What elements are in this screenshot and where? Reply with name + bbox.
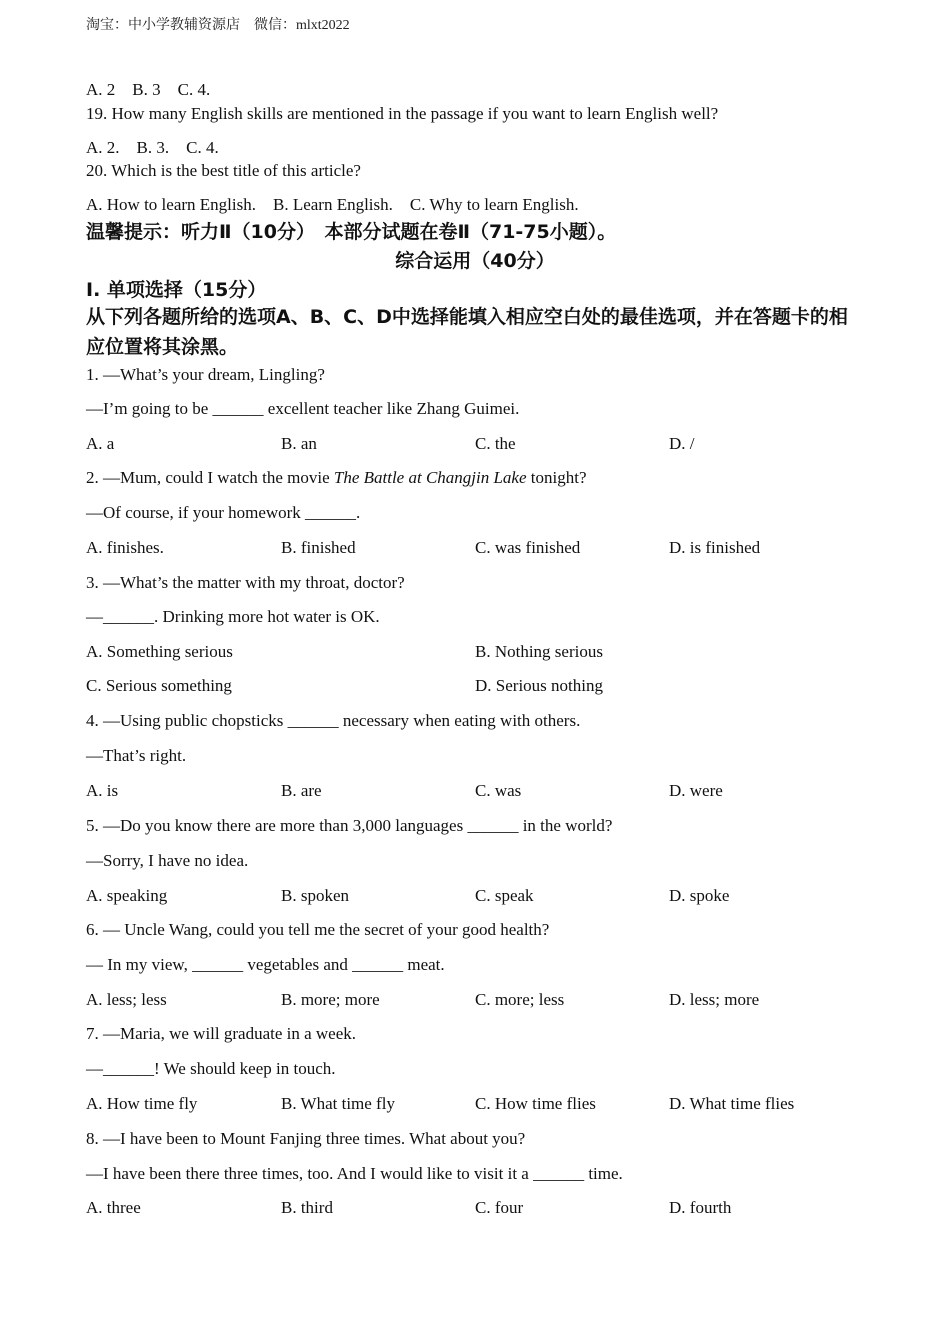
q5-option-c: C. speak (475, 886, 534, 905)
q3-option-c: C. Serious something (86, 676, 232, 695)
q8-option-a: A. three (86, 1198, 141, 1217)
answer-line-1: —I’m going to be ______ excellent teacher like Zhang Guimei. (86, 399, 520, 418)
q1-option-a: A. a (86, 434, 115, 453)
q19-text: 19. How many English skills are mentioned in the passage if you want to learn English well? (86, 104, 719, 123)
q8-option-b: B. third (281, 1198, 333, 1217)
section-title: 综合运用（40分） (395, 250, 555, 272)
page-header: 淘宝：中小学教辅资源店 微信：mlxt2022 (86, 18, 350, 33)
question-7: 7. —Maria, we will graduate in a week. (86, 1024, 357, 1043)
q6-option-d: D. less; more (669, 990, 760, 1009)
answer-line-4: —That’s right. (86, 746, 187, 765)
q5-option-b: B. spoken (281, 886, 349, 905)
q8-option-d: D. fourth (669, 1198, 732, 1217)
q7-option-c: C. How time flies (475, 1094, 596, 1113)
q5-option-a: A. speaking (86, 886, 168, 905)
q2-option-a: A. finishes. (86, 538, 164, 557)
q2-option-b: B. finished (281, 538, 356, 557)
answer-line-8: —I have been there three times, too. And I would like to visit it a ______ time. (86, 1164, 623, 1183)
q7-option-b: B. What time fly (281, 1094, 395, 1113)
q4-option-b: B. are (281, 781, 322, 800)
q1-option-b: B. an (281, 434, 317, 453)
q3-option-d: D. Serious nothing (475, 676, 603, 695)
question-8: 8. —I have been to Mount Fanjing three times. What about you? (86, 1129, 526, 1148)
q7-option-a: A. How time fly (86, 1094, 198, 1113)
question-3: 3. —What’s the matter with my throat, doctor? (86, 573, 405, 592)
q20-text: 20. Which is the best title of this article? (86, 161, 361, 180)
q4-option-d: D. were (669, 781, 723, 800)
q4-option-a: A. is (86, 781, 119, 800)
question-6: 6. — Uncle Wang, could you tell me the secret of your good health? (86, 920, 550, 939)
q2-option-d: D. is finished (669, 538, 761, 557)
q6-option-b: B. more; more (281, 990, 380, 1009)
q5-option-d: D. spoke (669, 886, 730, 905)
q1-option-c: C. the (475, 434, 516, 453)
q3-option-a: A. Something serious (86, 642, 233, 661)
answer-line-3: —______. Drinking more hot water is OK. (86, 607, 380, 626)
q20-options: A. How to learn English. B. Learn English. C. Why to learn English. (86, 195, 579, 214)
q4-option-c: C. was (475, 781, 522, 800)
answer-line-2: —Of course, if your homework ______. (86, 503, 361, 522)
answer-line-5: —Sorry, I have no idea. (86, 851, 249, 870)
listening-notice: 温馨提示：听力Ⅱ（10分） 本部分试题在卷Ⅱ（71-75小题）。 (86, 221, 617, 243)
q1-option-d: D. / (669, 434, 695, 453)
part-title: Ⅰ. 单项选择（15分） (86, 279, 267, 301)
q2-option-c: C. was finished (475, 538, 581, 557)
q6-option-c: C. more; less (475, 990, 565, 1009)
question-5: 5. —Do you know there are more than 3,000 languages ______ in the world? (86, 816, 613, 835)
question-2: 2. —Mum, could I watch the movie The Battle at Changjin Lake tonight? (86, 468, 587, 487)
q18-options: A. 2 B. 3 C. 4. (86, 80, 211, 99)
question-4: 4. —Using public chopsticks ______ necessary when eating with others. (86, 711, 581, 730)
instructions: 从下列各题所给的选项A、B、C、D中选择能填入相应空白处的最佳选项，并在答题卡的相应位置将其涂黑。 (86, 306, 848, 358)
q19-options: A. 2. B. 3. C. 4. (86, 138, 219, 157)
question-1: 1. —What’s your dream, Lingling? (86, 365, 325, 384)
q8-option-c: C. four (475, 1198, 524, 1217)
movie-title: The Battle at Changjin Lake (333, 468, 527, 487)
q3-option-b: B. Nothing serious (475, 642, 603, 661)
q7-option-d: D. What time flies (669, 1094, 795, 1113)
q6-option-a: A. less; less (86, 990, 167, 1009)
answer-line-7: —______! We should keep in touch. (86, 1059, 336, 1078)
answer-line-6: — In my view, ______ vegetables and ______ meat. (86, 955, 445, 974)
